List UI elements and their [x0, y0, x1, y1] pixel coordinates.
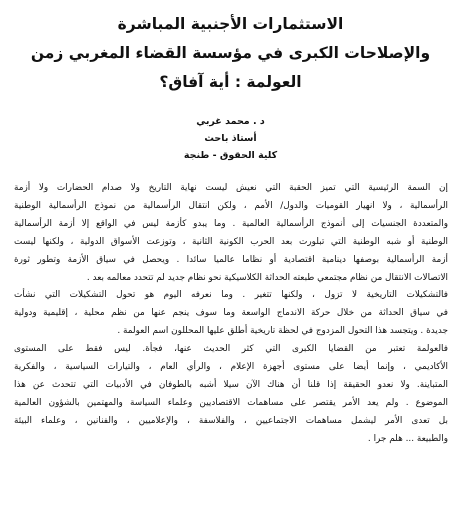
- paragraph-line: والمتعددة الجنسيات إلى أنموذج الرأسمالية العالمية . وما يبدو كأزمة ليس في الواقع إلا أزمة الرأسمالية: [14, 218, 448, 229]
- paragraph-line: والطبيعة ... هلم جرا .: [367, 433, 448, 444]
- paragraph-line: فالعولمة تعتبر من القضايا الكبرى التي كثر الحديث عنها، فجأة. ليس فقط على المستوى: [14, 344, 448, 355]
- title-line-1: الاستثمارات الأجنبية المباشرة: [117, 15, 344, 33]
- author-position: أستاذ باحث: [204, 133, 257, 144]
- title-line-2: والإصلاحات الكبرى في مؤسسة القضاء المغربي زمن: [30, 44, 431, 62]
- paragraph-line: الأكاديمي ، وإنما أيضا على مستوى أجهزة الإعلام ، والرأي العام ، والتيارات السياسية ، والفكرية: [14, 362, 448, 373]
- paragraph-line: المتباينة. ولا نعدو الحقيقة إذا قلنا أن هناك الآن سيلا أشبه بالطوفان في الأدبيات التي تتحدث عن هذا: [14, 379, 448, 390]
- title-line-3: العولمة : أية آفاق؟: [159, 73, 302, 91]
- paragraph-line: الموضوع . ولم يعد الأمر يقتصر على مساهمات الاقتصاديين وعلماء السياسة والمهتمين بالشؤون العالمية: [14, 397, 448, 408]
- paragraph-2: [14, 287, 448, 341]
- author-affiliation: كلية الحقوق - طنجة: [183, 150, 278, 161]
- paragraph-line: الوطنية أو شبه الوطنية التي تبلورت بعد الحرب الكونية الثانية ، وتوزعت الأسواق الدولية ، ولكنها ليست: [14, 236, 448, 247]
- article-body: [14, 180, 448, 449]
- paragraph-line: فالتشكيلات التاريخية لا تزول ، ولكنها تتغير . وما نعرفه اليوم هو تحول التشكيلات التي نشأت: [14, 290, 448, 301]
- author-info: [100, 113, 361, 164]
- article-title: [30, 10, 431, 97]
- author-name: د . محمد غربي: [196, 116, 265, 127]
- paragraph-line: جديدة . ويتجسد هذا التحول المزدوج في لحظة تاريخية أطلق عليها المحللون اسم العولمة .: [117, 326, 448, 337]
- paragraph-line: إن السمة الرئيسية التي تميز الحقبة التي نعيش ليست نهاية التاريخ ولا صدام الحضارات ولا أزمة: [14, 183, 448, 193]
- paragraph-line: أزمة الرأسمالية بوصفها دينامية اقتصادية أو نظاما عالميا سائدا . ويحصل في سياق الأزمة وتطور ثورة: [14, 254, 448, 265]
- paragraph-1: [14, 180, 448, 287]
- paragraph-line: الرأسمالية ، ولا انهيار القوميات والدول/ الأمم ، ولكن انتقال الرأسمالية من نموذج الرأسمالية الوطنية: [14, 200, 448, 211]
- paragraph-line: الاتصالات الانتقال من نظام مجتمعي طبعته الحداثة الكلاسيكية نحو نظام جديد لم تتحدد معالمه بعد .: [86, 272, 448, 283]
- paragraph-line: في سياق الحداثة من خلال حركة الاندماج الواسعة وما سوف ينجم عنها من نظم محلية ، إقليمية ودولية: [14, 308, 448, 319]
- paragraph-3: [14, 341, 448, 448]
- paragraph-line: بل تعدى الأمر ليشمل مساهمات الاجتماعيين ، والفلاسفة ، والإعلاميين ، والفنانين ، وعلماء البيئة: [14, 415, 448, 426]
